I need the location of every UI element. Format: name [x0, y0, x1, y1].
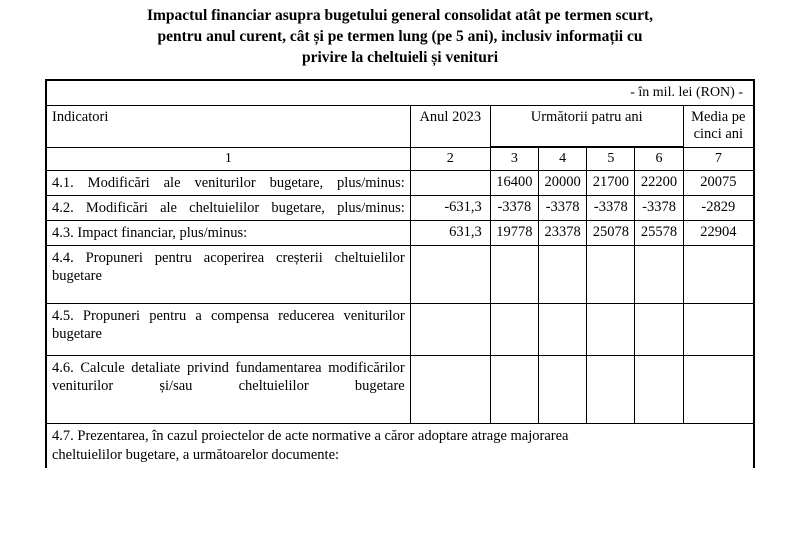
- table-row-full-width: [46, 423, 754, 467]
- row-4-3-col-3: 19778: [490, 220, 538, 245]
- row-4-1-col-5: 21700: [587, 170, 635, 195]
- row-4-6-col-4: [539, 355, 587, 423]
- row-4-2-col-3: -3378: [490, 195, 538, 220]
- row-4-3-col-2: 631,3: [410, 220, 490, 245]
- page-title-line-3: privire la cheltuieli și venituri: [301, 48, 499, 66]
- row-4-6-col-2: [410, 355, 490, 423]
- row-label-4-3: 4.3. Impact financiar, plus/minus:: [46, 220, 410, 245]
- row-4-2-col-7: -2829: [683, 195, 754, 220]
- table-row: [46, 355, 754, 423]
- row-4-4-col-4: [539, 245, 587, 303]
- row-4-6-col-3: [490, 355, 538, 423]
- row-4-3-col-6: 25578: [635, 220, 683, 245]
- row-4-6-col-6: [635, 355, 683, 423]
- col-num-1: 1: [46, 147, 410, 170]
- row-4-7-line-2: cheltuielilor bugetare, a următoarelor documente:: [52, 446, 340, 463]
- table-header-row: [46, 105, 754, 146]
- row-4-2-col-6: -3378: [635, 195, 683, 220]
- financial-impact-table: [45, 105, 755, 468]
- header-five-year-average: Media pe cinci ani: [683, 105, 754, 147]
- row-4-4-col-3: [490, 245, 538, 303]
- row-4-5-col-7: [683, 303, 754, 355]
- table-row: [46, 220, 754, 245]
- row-4-7-line-1: 4.7. Prezentarea, în cazul proiectelor de acte normative a căror adoptare atrage majorarea: [52, 427, 569, 444]
- row-4-6-col-7: [683, 355, 754, 423]
- col-num-7: 7: [683, 147, 754, 170]
- row-label-4-4: 4.4. Propuneri pentru acoperirea creșterii cheltuielilor bugetare: [46, 245, 410, 303]
- col-num-4: 4: [539, 147, 587, 170]
- row-4-1-col-3: 16400: [490, 170, 538, 195]
- row-4-2-col-4: -3378: [539, 195, 587, 220]
- table-row: [46, 170, 754, 195]
- table-row: [46, 303, 754, 355]
- col-num-6: 6: [635, 147, 683, 170]
- row-4-5-col-2: [410, 303, 490, 355]
- row-4-4-col-5: [587, 245, 635, 303]
- row-4-6-col-5: [587, 355, 635, 423]
- unit-note: - în mil. lei (RON) -: [45, 79, 755, 105]
- column-number-row: [46, 147, 754, 170]
- row-4-1-col-7: 20075: [683, 170, 754, 195]
- row-4-4-col-6: [635, 245, 683, 303]
- header-current-year: Anul 2023: [410, 105, 490, 147]
- col-num-2: 2: [410, 147, 490, 170]
- row-4-1-col-6: 22200: [635, 170, 683, 195]
- table-row: [46, 195, 754, 220]
- page-title: [0, 0, 800, 69]
- row-4-5-col-4: [539, 303, 587, 355]
- row-4-7-cell: [46, 423, 754, 467]
- row-label-4-5: 4.5. Propuneri pentru a compensa reducerea veniturilor bugetare: [46, 303, 410, 355]
- row-4-3-col-5: 25078: [587, 220, 635, 245]
- row-4-5-col-6: [635, 303, 683, 355]
- row-4-4-col-2: [410, 245, 490, 303]
- col-num-5: 5: [587, 147, 635, 170]
- col-num-3: 3: [490, 147, 538, 170]
- row-4-1-col-4: 20000: [539, 170, 587, 195]
- row-4-4-col-7: [683, 245, 754, 303]
- row-label-4-6: 4.6. Calcule detaliate privind fundamentarea modificărilor veniturilor și/sau cheltuielilor bugetare: [46, 355, 410, 423]
- table-row: [46, 245, 754, 303]
- row-4-3-col-4: 23378: [539, 220, 587, 245]
- row-4-1-col-2: [410, 170, 490, 195]
- row-4-3-col-7: 22904: [683, 220, 754, 245]
- row-4-2-col-5: -3378: [587, 195, 635, 220]
- page-title-line-2: pentru anul curent, cât și pe termen lung (pe 5 ani), inclusiv informații cu: [157, 27, 643, 45]
- row-4-5-col-3: [490, 303, 538, 355]
- row-4-2-col-2: -631,3: [410, 195, 490, 220]
- row-label-4-1: 4.1. Modificări ale veniturilor bugetare, plus/minus:: [46, 170, 410, 195]
- header-indicators: Indicatori: [46, 105, 410, 147]
- row-4-5-col-5: [587, 303, 635, 355]
- financial-impact-table-wrapper: [45, 79, 755, 468]
- row-label-4-2: 4.2. Modificări ale cheltuielilor bugetare, plus/minus:: [46, 195, 410, 220]
- header-next-four-years: Următorii patru ani: [490, 105, 683, 146]
- page-title-line-1: Impactul financiar asupra bugetului general consolidat atât pe termen scurt,: [146, 7, 654, 24]
